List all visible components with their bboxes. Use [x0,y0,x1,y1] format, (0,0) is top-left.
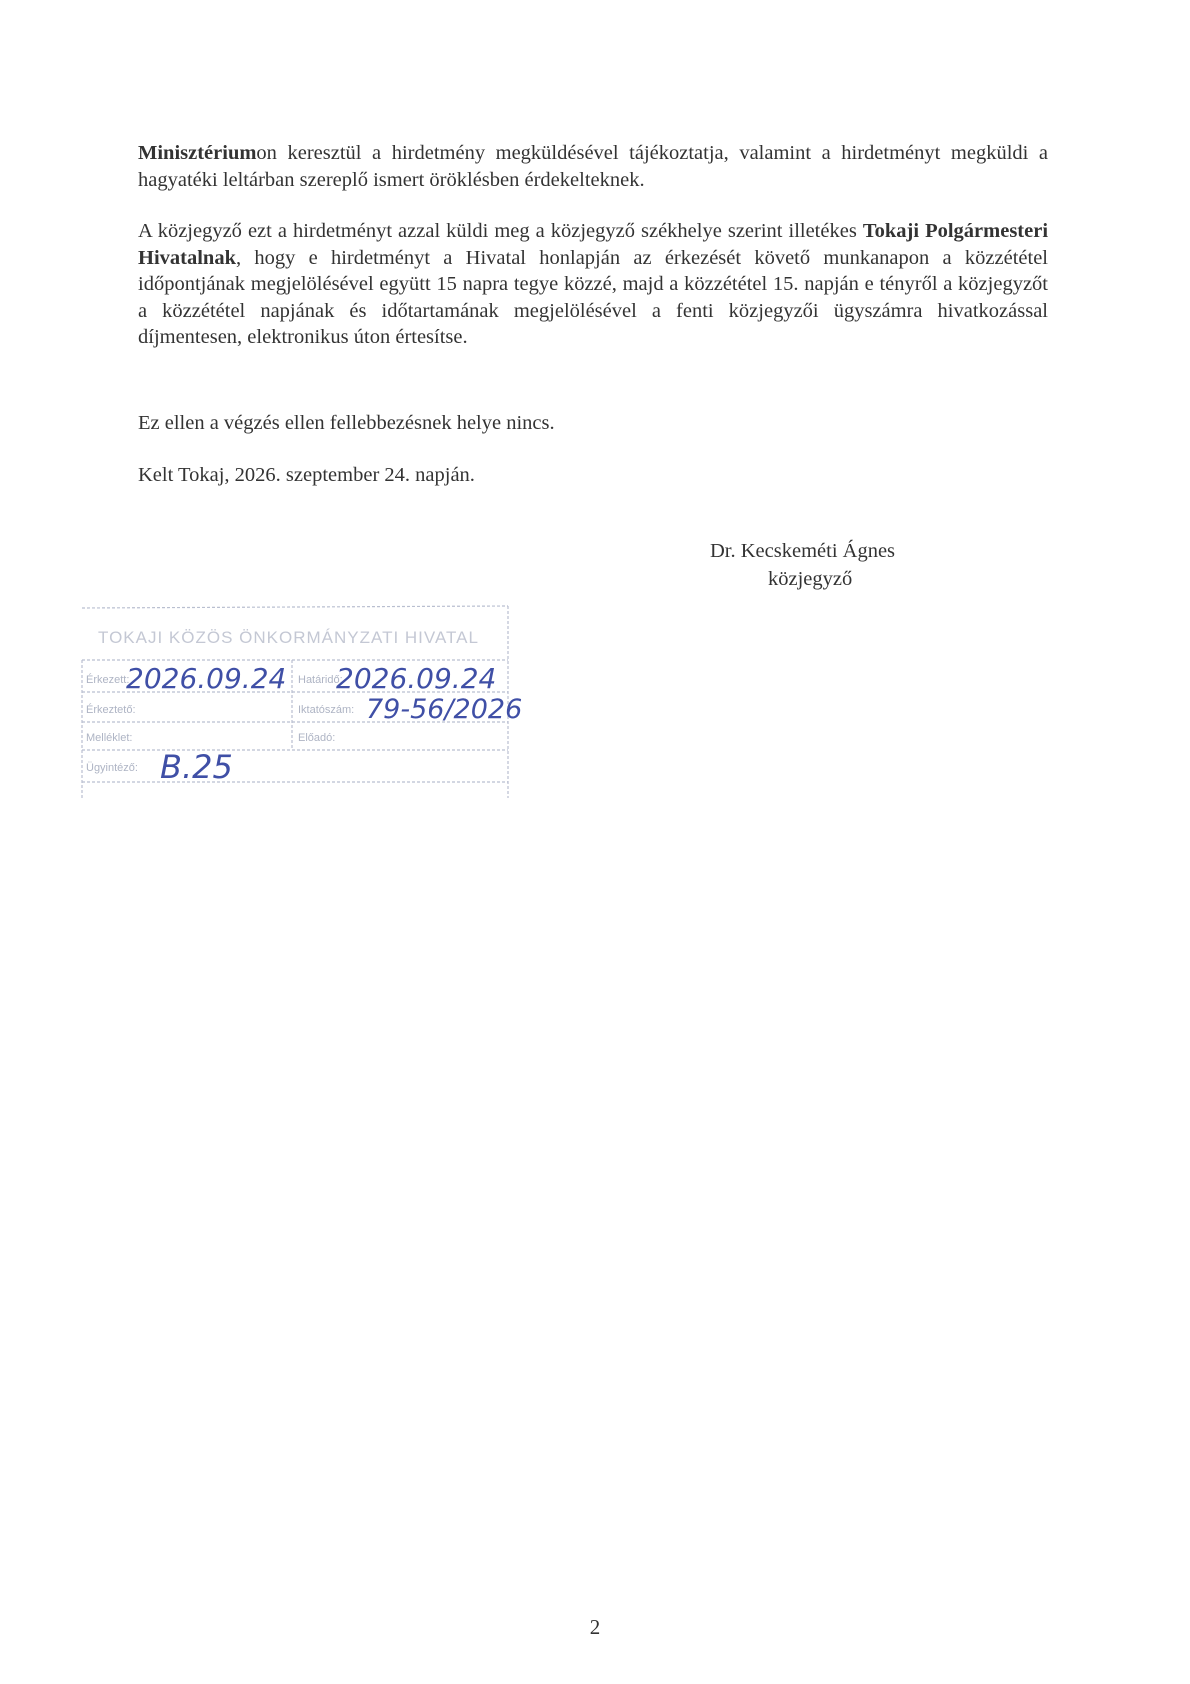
handwritten-filing-number: 79-56/2026 [366,694,523,725]
paragraph-date-place: Kelt Tokaj, 2026. szeptember 24. napján. [138,464,475,486]
stamp-label-received: Érkezett: [86,674,130,686]
paragraph-text: on keresztül a hirdetmény megküldésével tájékoztatja, valamint a hirdetményt megküldi a hagyatéki leltárban szereplő ismert öröklésben érdekelteknek. [138,142,1048,191]
stamp-label-attachments: Melléklet: [86,732,133,744]
stamp-label-due: Határidő: [298,674,343,686]
page-number: 2 [589,1615,601,1639]
stamp-header: TOKAJI KÖZÖS ÖNKORMÁNYZATI HIVATAL [98,628,479,647]
handwritten-received-date: 2026.09.24 [126,662,287,695]
registry-stamp [78,598,523,804]
handwritten-assignee: B.25 [160,748,233,786]
handwritten-due-date: 2026.09.24 [336,662,497,695]
paragraph-publication-request [138,218,1048,351]
paragraph-notice-ministry [138,140,1048,193]
signatory-name: Dr. Kecskeméti Ágnes [710,540,896,562]
signatory-title: közjegyző [768,568,853,590]
stamp-label-received-no: Érkeztető: [86,704,136,716]
paragraph-no-appeal: Ez ellen a végzés ellen fellebbezésnek helye nincs. [138,412,555,434]
office-name-bold-text: Tokaji Polgármesteri Hivatalnak [138,220,1049,269]
stamp-label-clerk: Előadó: [298,732,336,744]
ministry-bold-text: Minisztérium [138,142,257,164]
paragraph-text: A közjegyző ezt a hirdetményt azzal küldi meg a közjegyző székhelye szerint illetékes [138,220,857,242]
paragraph-text: , hogy e hirdetményt a Hivatal honlapján az érkezését követő munkanapon a közzététel időpontjának megjelölésével együtt 15 napra tegye közzé, majd a közzététel 15. napján e tényről a közjegyzőt a közzététel napjának és időtartamának megjelölésével a fenti közjegyzői ügyszámra hivatkozással díjmentesen, elektronikus úton értesítse. [138,246,1048,348]
stamp-label-assignee: Ügyintéző: [86,762,138,774]
stamp-label-filing-no: Iktatószám: [298,704,355,716]
